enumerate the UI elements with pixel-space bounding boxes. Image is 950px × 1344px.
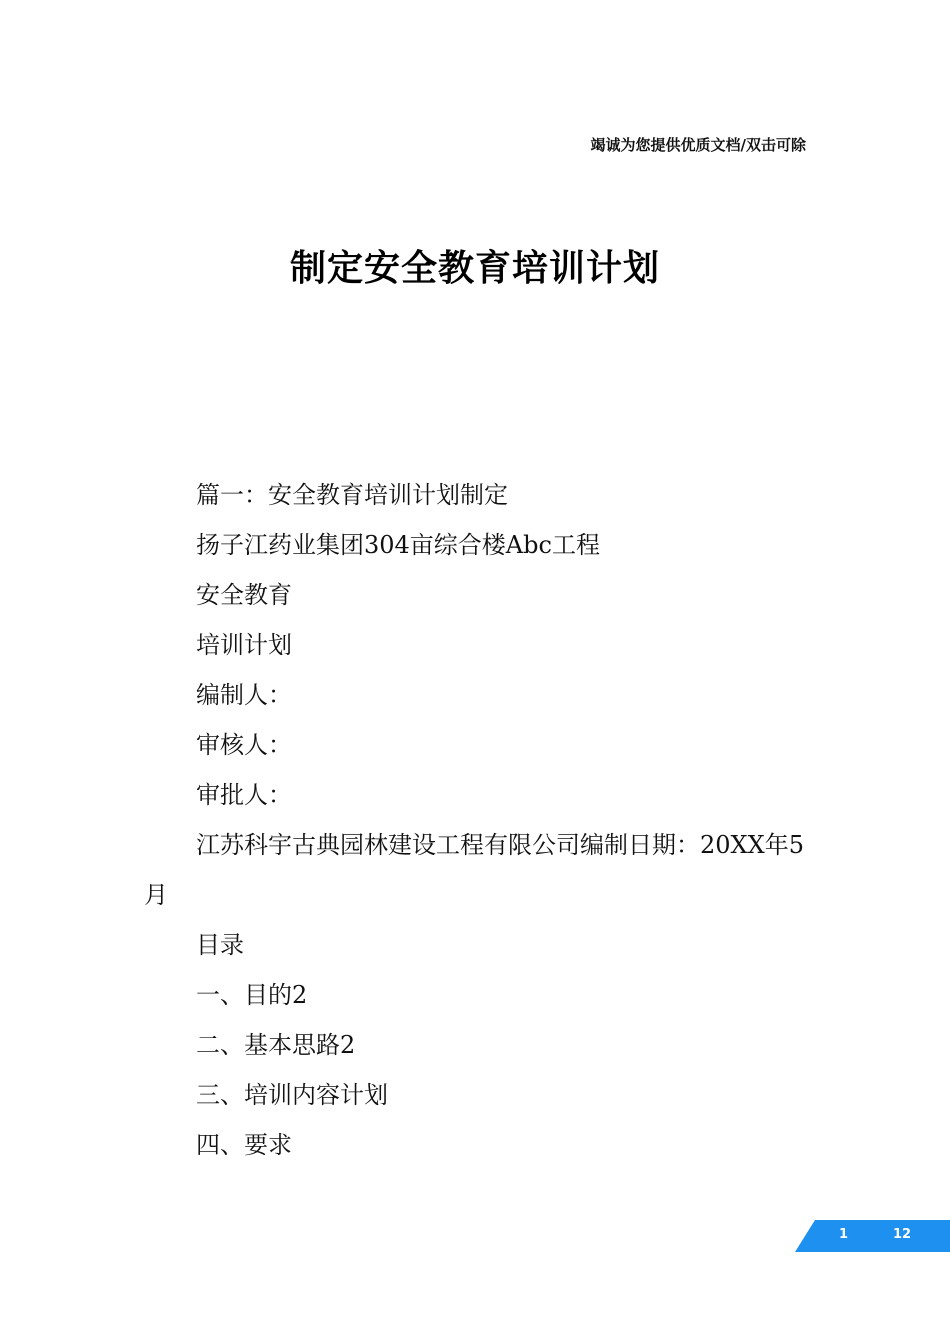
paragraph: 审批人：	[196, 781, 292, 809]
paragraph: 安全教育	[196, 581, 292, 609]
page-indicator	[795, 1220, 950, 1252]
paragraph: 编制人：	[196, 681, 292, 709]
toc-item: 一、目的2	[196, 981, 308, 1009]
paragraph: 审核人：	[196, 731, 292, 759]
paragraph: 培训计划	[196, 631, 292, 659]
total-pages-number: 12	[893, 1227, 912, 1242]
document-body	[144, 470, 809, 1170]
paragraph: 目录	[196, 931, 244, 959]
header-note: 竭诚为您提供优质文档/双击可除	[590, 136, 806, 154]
toc-item: 二、基本思路2	[196, 1031, 356, 1059]
toc-item: 三、培训内容计划	[196, 1081, 388, 1109]
page-indicator-bar	[795, 1220, 950, 1252]
current-page-number: 1	[839, 1227, 849, 1242]
document-title: 制定安全教育培训计划	[289, 248, 660, 289]
paragraph: 篇一：安全教育培训计划制定	[196, 481, 508, 509]
paragraph: 扬子江药业集团304亩综合楼Abc工程	[196, 531, 600, 559]
paragraph: 江苏科宇古典园林建设工程有限公司编制日期：20XX年5月	[144, 831, 804, 909]
toc-item: 四、要求	[196, 1131, 292, 1159]
